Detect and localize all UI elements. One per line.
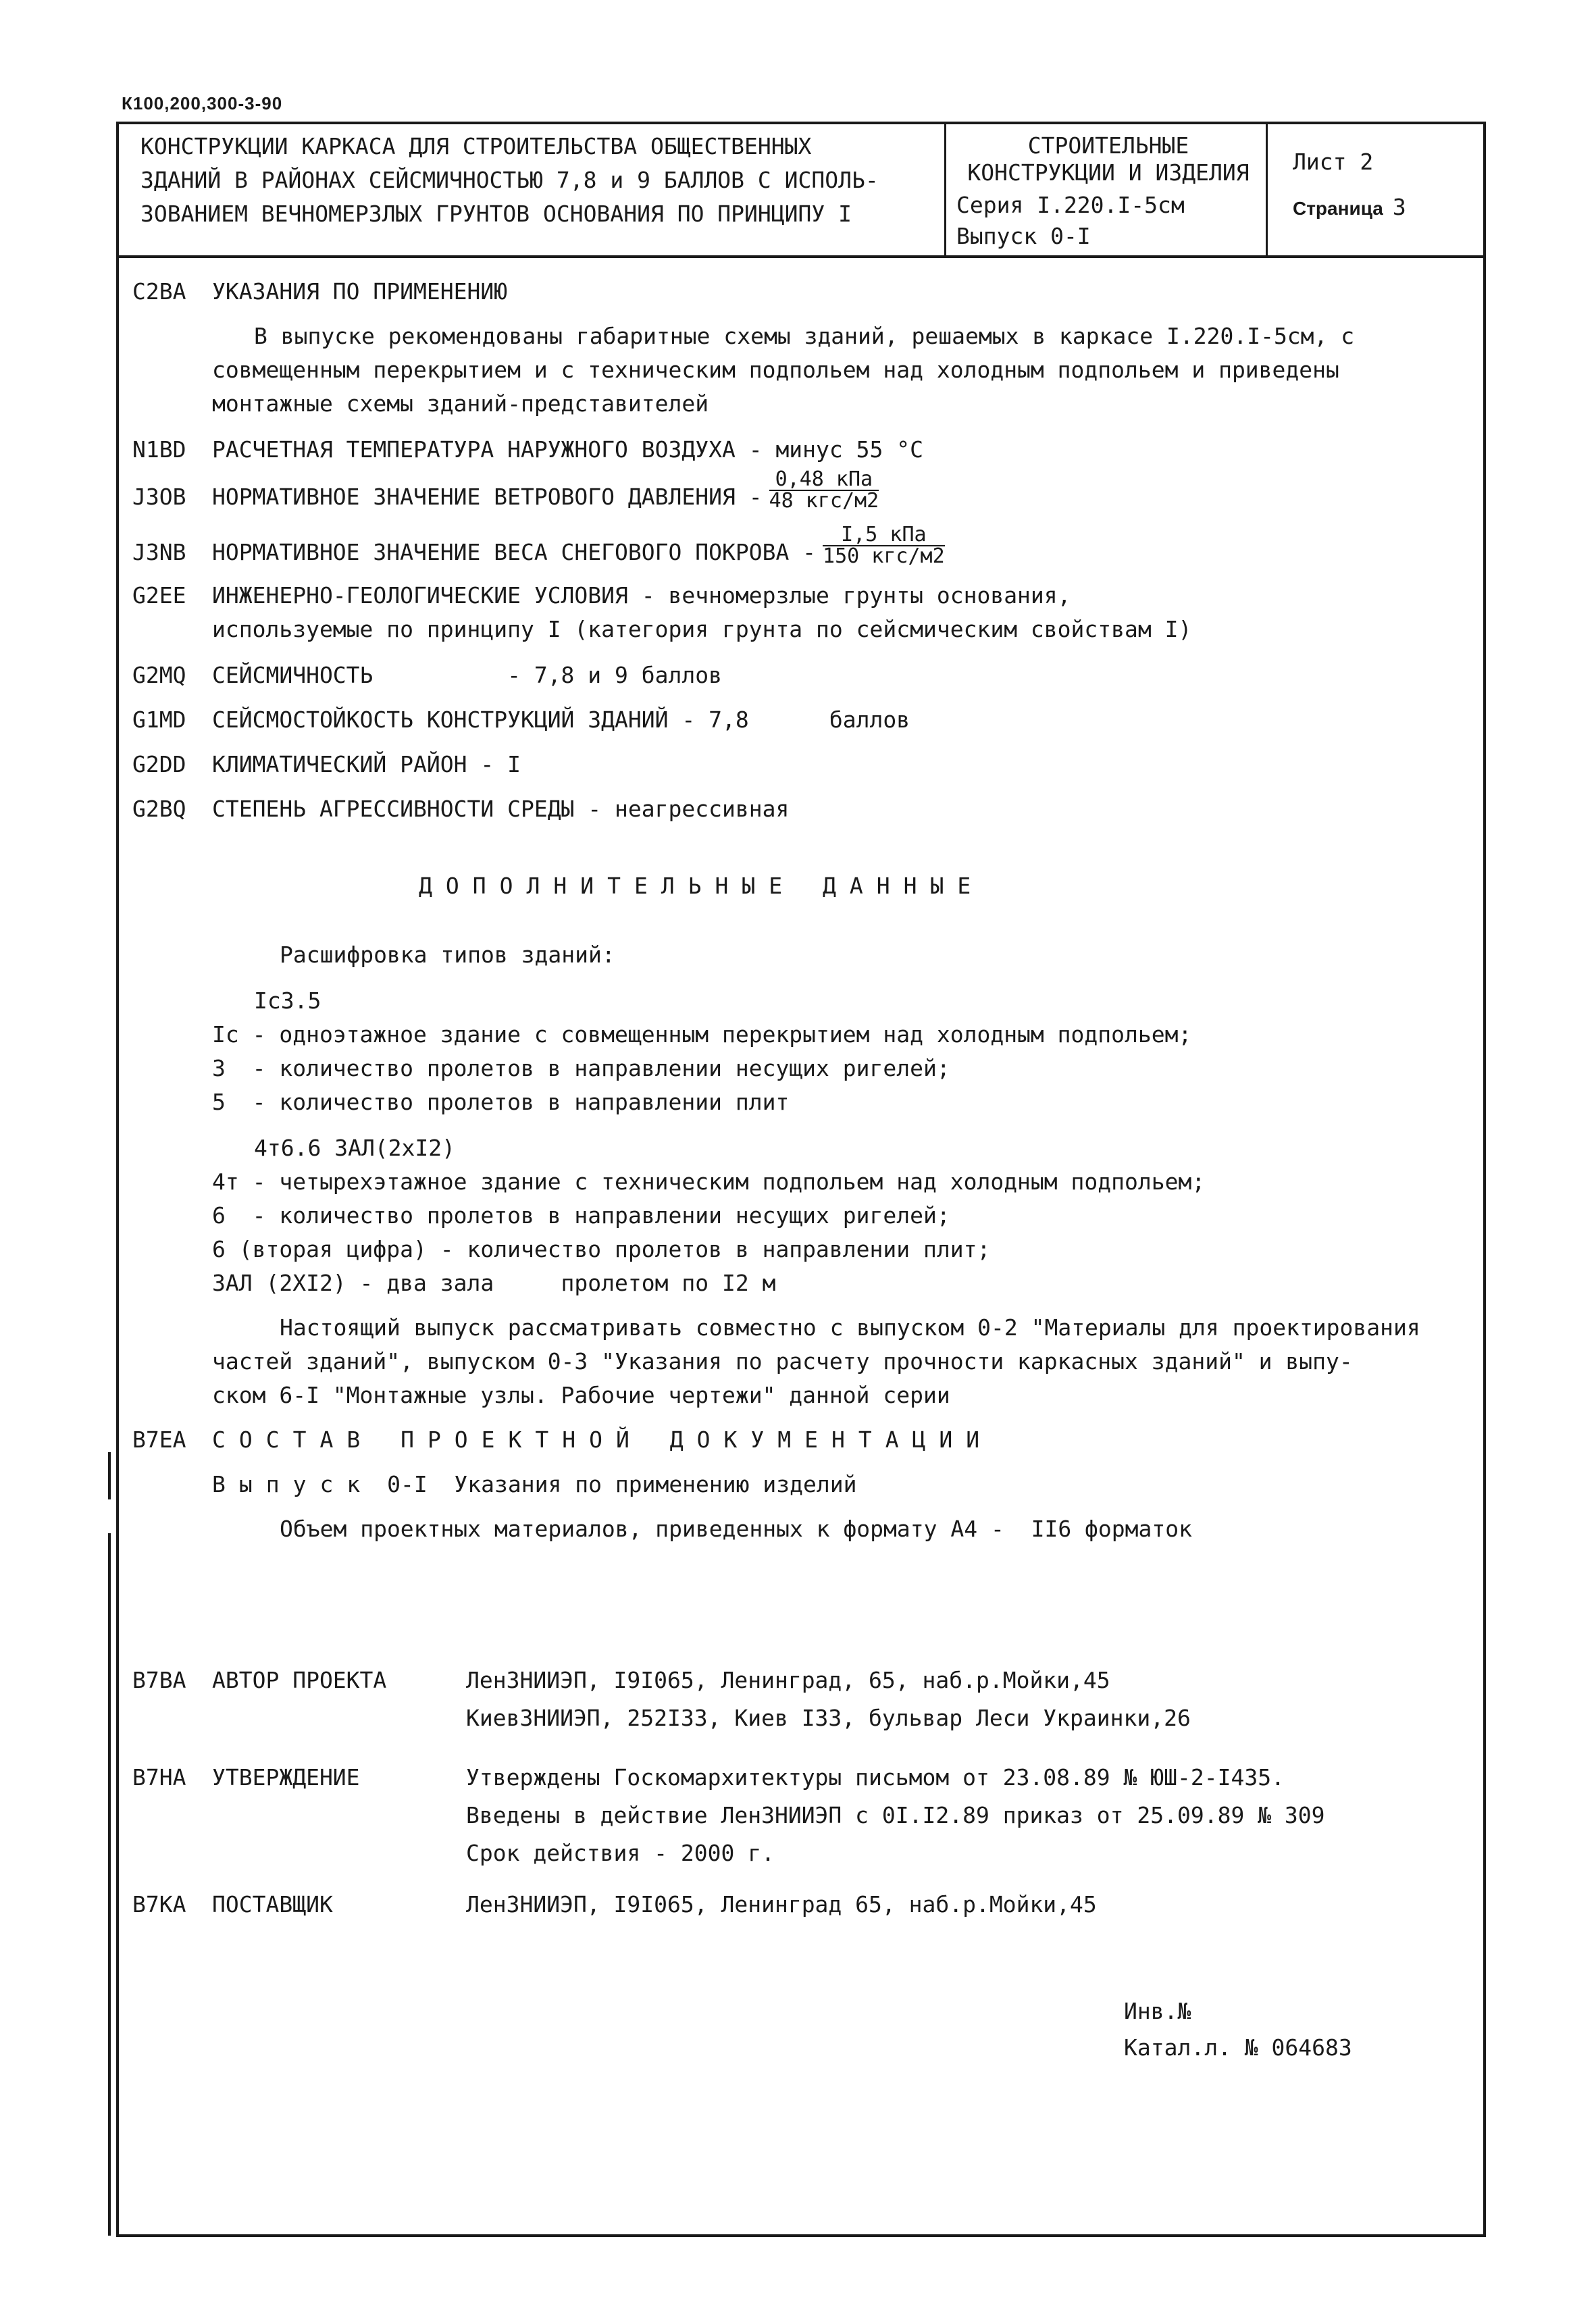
usage-text: монтажные схемы зданий-представителей	[212, 390, 709, 417]
building-code-line: 6 - количество пролетов в направлении несущих ригелей;	[212, 1202, 950, 1229]
composition-issue	[212, 1471, 856, 1497]
issue-label: Выпуск	[212, 1471, 374, 1497]
author-label: АВТОР ПРОЕКТА	[212, 1667, 387, 1693]
snow-text	[212, 522, 945, 568]
usage-text: совмещенным перекрытием и с техническим подпольем над холодным подпольем и приведены	[212, 357, 1339, 383]
inventory-number: Инв.№	[1124, 1998, 1191, 2024]
building-code: Iс3.5	[254, 987, 321, 1014]
geology-text: используемые по принципу I (категория грунта по сейсмическим свойствам I)	[212, 616, 1192, 642]
composition-volume: Объем проектных материалов, приведенных к формату А4 - II6 форматок	[280, 1516, 1193, 1542]
sheet-number: Лист 2	[1293, 149, 1374, 175]
catalog-number: Катал.л. № 064683	[1124, 2034, 1352, 2061]
issue-text: 0-I Указания по применению изделий	[387, 1471, 857, 1497]
building-code-line: ЗАЛ (2XI2) - два зала пролетом по I2 м	[212, 1270, 776, 1296]
building-code: 4т6.6 ЗАЛ(2хI2)	[254, 1135, 456, 1161]
document-code: К100,200,300-3-90	[122, 93, 283, 113]
section-code: J3NB	[132, 539, 186, 565]
snow-value-kgs: 150 кгс/м2	[823, 544, 945, 568]
note-text: Настоящий выпуск рассматривать совместно с выпуском 0-2 "Материалы для проектирования	[280, 1314, 1420, 1341]
approval-line: Утверждены Госкомархитектуры письмом от 23.08.89 № ЮШ-2-I435.	[466, 1764, 1285, 1791]
series-block	[956, 132, 1260, 250]
category-line: СТРОИТЕЛЬНЫЕ	[1027, 132, 1189, 159]
document-title	[140, 130, 1046, 231]
column-divider	[1266, 122, 1268, 255]
section-code: G2DD	[132, 751, 186, 777]
page-label: Страница	[1293, 198, 1383, 219]
wind-value-kpa: 0,48 кПа	[769, 469, 879, 491]
series-label: Серия I.220.I-5см	[956, 192, 1185, 218]
wind-value-kgs: 48 кгс/м2	[769, 488, 879, 513]
wind-text	[212, 467, 879, 513]
resistance-text: СЕЙСМОСТОЙКОСТЬ КОНСТРУКЦИЙ ЗДАНИЙ - 7,8 баллов	[212, 706, 910, 733]
extra-title: ДОПОЛНИТЕЛЬНЫЕ ДАННЫЕ	[419, 873, 985, 899]
decode-title: Расшифровка типов зданий:	[280, 942, 615, 968]
temperature-text: РАСЧЕТНАЯ ТЕМПЕРАТУРА НАРУЖНОГО ВОЗДУХА - минус 55 °С	[212, 436, 923, 463]
usage-text: В выпуске рекомендованы габаритные схемы зданий, решаемых в каркасе I.220.I-5см, с	[254, 323, 1355, 349]
snow-label: НОРМАТИВНОЕ ЗНАЧЕНИЕ ВЕСА СНЕГОВОГО ПОКРОВА -	[212, 539, 817, 565]
section-code: N1BD	[132, 436, 186, 463]
section-code: В7НА	[132, 1764, 186, 1791]
title-line: ЗОВАНИЕМ ВЕЧНОМЕРЗЛЫХ ГРУНТОВ ОСНОВАНИЯ ПО ПРИНЦИПУ I	[140, 201, 852, 227]
page-number	[1293, 194, 1406, 220]
composition-title: СОСТАВ ПРОЕКТНОЙ ДОКУМЕНТАЦИИ	[212, 1426, 994, 1453]
building-code-line: Iс - одноэтажное здание с совмещенным перекрытием над холодным подпольем;	[212, 1021, 1192, 1048]
geology-text: ИНЖЕНЕРНО-ГЕОЛОГИЧЕСКИЕ УСЛОВИЯ - вечномерзлые грунты основания,	[212, 582, 1071, 609]
approval-label: УТВЕРЖДЕНИЕ	[212, 1764, 360, 1791]
issue-label: Выпуск 0-I	[956, 223, 1091, 249]
margin-mark	[108, 1452, 111, 1499]
supplier-label: ПОСТАВЩИК	[212, 1891, 333, 1918]
snow-row	[0, 522, 1596, 574]
section-code: G2EE	[132, 582, 186, 609]
wind-row	[0, 467, 1596, 519]
section-code: G1MD	[132, 706, 186, 733]
section-code: В7КА	[132, 1891, 186, 1918]
approval-line: Срок действия - 2000 г.	[466, 1840, 775, 1866]
approval-line: Введены в действие ЛенЗНИИЭП с 0I.I2.89 приказ от 25.09.89 № 309	[466, 1802, 1325, 1828]
building-code-line: 3 - количество пролетов в направлении несущих ригелей;	[212, 1055, 950, 1081]
section-code: J3OB	[132, 484, 186, 510]
snow-value	[823, 522, 945, 568]
section-code: G2BQ	[132, 796, 186, 822]
building-code-line: 4т - четырехэтажное здание с техническим подпольем над холодным подпольем;	[212, 1168, 1206, 1195]
section-title: УКАЗАНИЯ ПО ПРИМЕНЕНИЮ	[212, 278, 508, 305]
column-divider	[944, 122, 946, 255]
note-text: частей зданий", выпуском 0-3 "Указания по расчету прочности каркасных зданий" и выпу-	[212, 1348, 1353, 1374]
climate-text: КЛИМАТИЧЕСКИЙ РАЙОН - I	[212, 751, 521, 777]
title-line: КОНСТРУКЦИИ КАРКАСА ДЛЯ СТРОИТЕЛЬСТВА ОБЩЕСТВЕННЫХ	[140, 133, 812, 159]
seismic-text: СЕЙСМИЧНОСТЬ - 7,8 и 9 баллов	[212, 662, 722, 688]
supplier-line: ЛенЗНИИЭП, I9I065, Ленинград 65, наб.р.Мойки,45	[466, 1891, 1097, 1918]
sheet-block	[1293, 149, 1406, 220]
title-line: ЗДАНИЙ В РАЙОНАХ СЕЙСМИЧНОСТЬЮ 7,8 и 9 БАЛЛОВ С ИСПОЛЬ-	[140, 167, 879, 193]
building-code-line: 5 - количество пролетов в направлении плит	[212, 1089, 790, 1115]
title-block	[116, 122, 1486, 258]
section-code: В7ЕА	[132, 1426, 186, 1453]
building-code-line: 6 (вторая цифра) - количество пролетов в направлении плит;	[212, 1236, 991, 1262]
author-line: КиевЗНИИЭП, 252I33, Киев I33, бульвар Леси Украинки,26	[466, 1705, 1191, 1731]
page-value: 3	[1392, 194, 1406, 220]
note-text: ском 6-I "Монтажные узлы. Рабочие чертежи" данной серии	[212, 1382, 950, 1408]
wind-value	[769, 469, 879, 511]
snow-value-kpa: I,5 кПа	[823, 525, 945, 546]
section-code: В7ВА	[132, 1667, 186, 1693]
category-line: КОНСТРУКЦИИ И ИЗДЕЛИЯ	[967, 159, 1250, 186]
wind-label: НОРМАТИВНОЕ ЗНАЧЕНИЕ ВЕТРОВОГО ДАВЛЕНИЯ -	[212, 484, 763, 510]
section-code: G2MQ	[132, 662, 186, 688]
author-line: ЛенЗНИИЭП, I9I065, Ленинград, 65, наб.р.Мойки,45	[466, 1667, 1110, 1693]
margin-mark	[108, 1533, 111, 2236]
section-code: С2ВА	[132, 278, 186, 305]
aggression-text: СТЕПЕНЬ АГРЕССИВНОСТИ СРЕДЫ - неагрессивная	[212, 796, 790, 822]
